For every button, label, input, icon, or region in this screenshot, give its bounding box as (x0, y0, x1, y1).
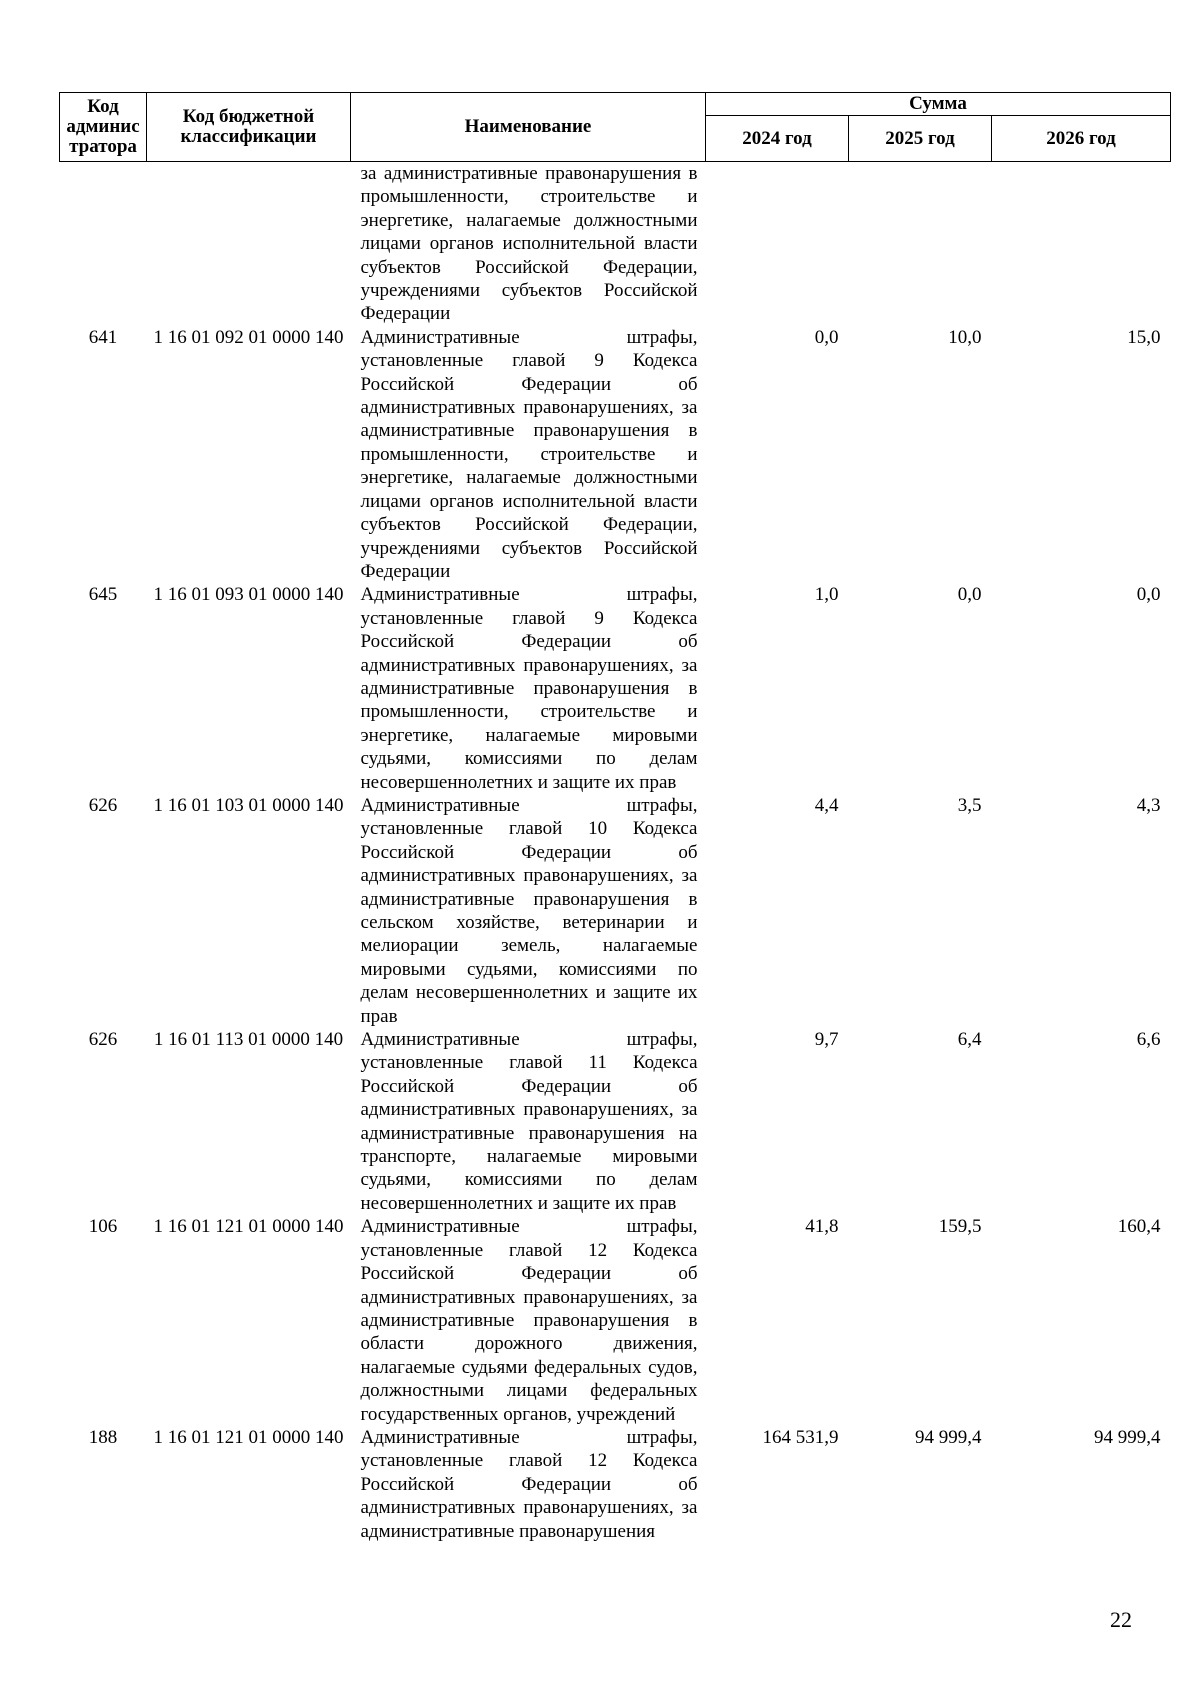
row-sum-2024: 4,4 (814, 794, 839, 816)
row-name: Административные штрафы, установленные главой 11 Кодекса Российской Федерации об административных правонарушениях, за административные правонарушения на транспорте, налагаемые мировыми судьями, комиссиями по делам несовершеннолетних и защите их прав (360, 1029, 698, 1214)
row-kbk: 1 16 01 103 01 0000 140 (153, 794, 344, 816)
row-sum-2026: 6,6 (1136, 1029, 1161, 1051)
row-name: Административные штрафы, установленные главой 10 Кодекса Российской Федерации об административных правонарушениях, за административные правонарушения в сельском хозяйстве, ветеринарии и мелиорации земель, налагаемые мировыми судьями, комиссиями по делам несовершеннолетних и защите их прав (360, 794, 698, 1027)
row-sum-2024: 9,7 (814, 1029, 839, 1051)
row-name: Административные штрафы, установленные главой 12 Кодекса Российской Федерации об административных правонарушениях, за административные правонарушения (360, 1426, 698, 1542)
table-row (60, 326, 1171, 583)
row-sum-2025: 3,5 (957, 794, 982, 816)
row-sum-2025: 0,0 (957, 584, 982, 606)
row-sum-2025: 6,4 (957, 1029, 982, 1051)
row-sum-2024: 41,8 (805, 1216, 839, 1238)
row-sum-2026: 160,4 (1117, 1216, 1161, 1238)
header-year-2026: 2026 год (992, 116, 1171, 162)
table-row (60, 1215, 1171, 1426)
row-sum-2024: 1,0 (814, 584, 839, 606)
header-admin-code: Код админис тратора (60, 93, 147, 162)
header-year-2024: 2024 год (706, 116, 849, 162)
row-kbk: 1 16 01 121 01 0000 140 (153, 1426, 344, 1448)
row-admin-code: 626 (88, 1029, 118, 1051)
row-sum-2025: 159,5 (938, 1216, 982, 1238)
table-row (60, 583, 1171, 794)
row-sum-2026: 0,0 (1136, 584, 1161, 606)
row-sum-2026: 94 999,4 (1094, 1426, 1161, 1448)
row-sum-2026: 15,0 (1127, 326, 1161, 348)
row-kbk: 1 16 01 113 01 0000 140 (153, 1029, 344, 1051)
header-sum: Сумма (706, 93, 1171, 116)
budget-revenue-table (59, 92, 1171, 1543)
row-name: Административные штрафы, установленные главой 12 Кодекса Российской Федерации об административных правонарушениях, за административные правонарушения в области дорожного движения, налагаемые судьями федеральных судов, должностными лицами федеральных государственных органов, учреждений (360, 1216, 698, 1425)
row-sum-2024: 164 531,9 (762, 1426, 839, 1448)
table-row (60, 794, 1171, 1028)
table-header (60, 93, 1171, 162)
row-admin-code: 641 (88, 326, 118, 348)
row-name: Административные штрафы, установленные главой 9 Кодекса Российской Федерации об административных правонарушениях, за административные правонарушения в промышленности, строительстве и энергетике, налагаемые мировыми судьями, комиссиями по делам несовершеннолетних и защите их прав (360, 584, 698, 793)
row-kbk: 1 16 01 092 01 0000 140 (153, 326, 344, 348)
row-name: Административные штрафы, установленные главой 9 Кодекса Российской Федерации об административных правонарушениях, за административные правонарушения в промышленности, строительстве и энергетике, налагаемые должностными лицами органов исполнительной власти субъектов Российской Федерации, учреждениями субъектов Российской Федерации (360, 326, 698, 582)
row-kbk: 1 16 01 093 01 0000 140 (153, 584, 344, 606)
row-sum-2024: 0,0 (814, 326, 839, 348)
row-name-continued: за административные правонарушения в промышленности, строительстве и энергетике, налагаемые должностными лицами органов исполнительной власти субъектов Российской Федерации, учреждениями субъектов Российской Федерации (360, 163, 698, 325)
row-admin-code: 188 (88, 1426, 118, 1448)
row-sum-2025: 10,0 (948, 326, 982, 348)
table-row-continuation (60, 162, 1171, 326)
row-sum-2025: 94 999,4 (915, 1426, 982, 1448)
header-year-2025: 2025 год (849, 116, 992, 162)
table-row (60, 1426, 1171, 1543)
row-sum-2026: 4,3 (1136, 794, 1161, 816)
page-number: 22 (1110, 1607, 1132, 1632)
row-admin-code: 645 (88, 584, 118, 606)
row-admin-code: 626 (88, 794, 118, 816)
header-name: Наименование (351, 93, 706, 162)
row-admin-code: 106 (88, 1216, 118, 1238)
header-kbk: Код бюджетной классификации (147, 93, 351, 162)
table-row (60, 1028, 1171, 1215)
row-kbk: 1 16 01 121 01 0000 140 (153, 1216, 344, 1238)
